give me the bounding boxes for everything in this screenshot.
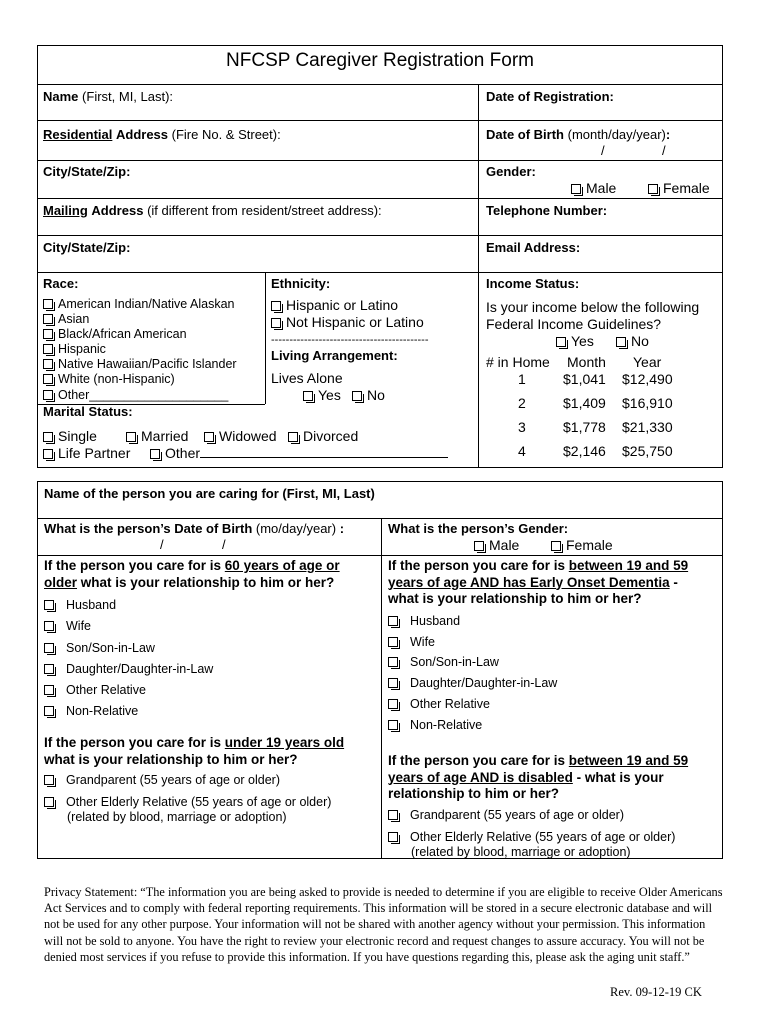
relationship-option[interactable]: Other Elderly Relative (55 years of age or older) <box>388 829 675 845</box>
race-option[interactable]: Native Hawaiian/Pacific Islander <box>43 357 237 372</box>
living-arrangement-label: Living Arrangement: <box>271 348 398 363</box>
question-disabled: If the person you care for is between 19 and 59 years of age AND is disabled - what is your relationship to him or her? <box>388 753 689 801</box>
marital-option[interactable]: Widowed <box>204 428 277 444</box>
gender-male-option[interactable] <box>571 180 616 196</box>
relationship-option[interactable]: Son/Son-in-Law <box>388 652 557 673</box>
recipient-dob-label: What is the person’s Date of Birth <box>44 521 253 536</box>
ethnicity-option[interactable]: Not Hispanic or Latino <box>271 314 424 330</box>
income-cell: 1 <box>518 371 526 387</box>
relationship-options <box>44 595 213 723</box>
dob-colon: : <box>665 127 671 142</box>
dob-label: Date of Birth <box>486 127 564 142</box>
relationship-option[interactable]: Grandparent (55 years of age or older) <box>388 807 624 823</box>
mailing-hint: (if different from resident/street address): <box>147 203 382 218</box>
relationship-option[interactable]: Daughter/Daughter-in-Law <box>44 659 213 680</box>
caring-name-field[interactable]: Name of the person you are caring for (First, MI, Last) <box>44 486 375 501</box>
race-label: Race: <box>43 276 79 291</box>
marital-option[interactable]: Single <box>43 428 97 444</box>
marital-option[interactable]: Life Partner <box>43 445 130 461</box>
checkbox-icon <box>44 775 54 785</box>
name-label: Name <box>43 89 79 104</box>
relationship-option[interactable]: Non-Relative <box>44 701 213 722</box>
income-cell: $25,750 <box>622 443 673 459</box>
marital-option[interactable]: Married <box>126 428 188 444</box>
revision-note: Rev. 09-12-19 CK <box>610 985 702 999</box>
ethnicity-label: Ethnicity: <box>271 276 331 291</box>
income-cell: $16,910 <box>622 395 673 411</box>
female-label: Female <box>663 180 710 196</box>
race-option[interactable]: Black/African American <box>43 327 237 342</box>
checkbox-icon <box>44 664 54 674</box>
income-cell: $1,778 <box>563 419 606 435</box>
divider <box>37 120 723 121</box>
relationship-option[interactable]: Son/Son-in-Law <box>44 638 213 659</box>
income-cell: 3 <box>518 419 526 435</box>
race-option[interactable]: Hispanic <box>43 342 237 357</box>
checkbox-icon <box>571 184 581 194</box>
divider <box>265 272 266 404</box>
city-state-zip-field-2[interactable]: City/State/Zip: <box>43 240 131 255</box>
ethnicity-divider: ------------------------------------------- <box>271 334 429 346</box>
checkbox-icon <box>388 657 398 667</box>
marital-option[interactable]: Other <box>150 445 448 461</box>
checkbox-icon <box>150 449 160 459</box>
checkbox-icon <box>43 390 53 400</box>
income-col-header: Year <box>633 354 662 370</box>
recipient-dob-hint: (mo/day/year) <box>255 521 337 536</box>
dob-hint: (month/day/year) <box>567 127 666 142</box>
question-under-19: If the person you care for is under 19 years old what is your relationship to him or her? <box>44 735 345 767</box>
income-status-label: Income Status: <box>486 276 580 291</box>
lives-alone-no[interactable]: No <box>352 387 385 403</box>
gender-label: Gender: <box>486 164 536 179</box>
income-col-header: # in Home <box>486 354 550 370</box>
dob-slash: / <box>160 537 164 552</box>
ethnicity-option[interactable]: Hispanic or Latino <box>271 297 398 313</box>
divider <box>37 555 723 556</box>
checkbox-icon <box>616 337 626 347</box>
name-hint: (First, MI, Last): <box>82 89 174 104</box>
email-field[interactable]: Email Address: <box>486 240 581 255</box>
mailing-label: Mailing <box>43 203 88 218</box>
question-60-older: If the person you care for is 60 years of age or older what is your relationship to him or her? <box>44 558 340 590</box>
date-of-registration-field[interactable]: Date of Registration: <box>486 89 614 104</box>
question-dementia: If the person you care for is between 19 and 59 years of age AND has Early Onset Dementia - what is your relationship to him or her? <box>388 558 689 606</box>
relationship-option[interactable]: Other Elderly Relative (55 years of age or older) <box>44 794 331 810</box>
telephone-field[interactable]: Telephone Number: <box>486 203 608 218</box>
checkbox-icon <box>388 678 398 688</box>
lives-alone-label: Lives Alone <box>271 370 343 386</box>
checkbox-icon <box>303 391 313 401</box>
relationship-option[interactable]: Wife <box>44 616 213 637</box>
checkbox-icon <box>648 184 658 194</box>
divider <box>37 518 723 519</box>
race-options <box>43 297 237 403</box>
checkbox-icon <box>44 797 54 807</box>
privacy-statement: Privacy Statement: “The information you are being asked to provide is needed to determine if you are eligible to receive Older Americans Act Services and to comply with federal reporting requirements. This information will be stored in a secure electronic database and will not be used for any other purpose. Your information will not be shared with another agency without your permission. This information will not be sold to anyone. You have the right to review your electronic record and request changes to assure accuracy. You will not be denied most services if you refuse to provide this information. If you have questions regarding this, please ask the aging unit staff.” <box>44 885 723 964</box>
divider <box>37 235 723 236</box>
checkbox-icon <box>44 685 54 695</box>
income-cell: $21,330 <box>622 419 673 435</box>
checkbox-icon <box>388 810 398 820</box>
divider <box>37 198 723 199</box>
checkbox-icon <box>204 432 214 442</box>
divider <box>37 160 723 161</box>
relationship-option[interactable]: Grandparent (55 years of age or older) <box>44 772 280 788</box>
recipient-gender-label: What is the person’s Gender: <box>388 521 569 536</box>
divider <box>37 272 723 273</box>
checkbox-icon <box>126 432 136 442</box>
dob-slash: / <box>222 537 226 552</box>
recipient-dob-field[interactable] <box>44 521 344 537</box>
checkbox-icon <box>43 299 53 309</box>
checkbox-icon <box>556 337 566 347</box>
income-cell: $2,146 <box>563 443 606 459</box>
residential-address-field[interactable] <box>43 127 281 143</box>
city-state-zip-field[interactable]: City/State/Zip: <box>43 164 131 179</box>
income-cell: 2 <box>518 395 526 411</box>
divider <box>478 84 479 468</box>
checkbox-icon <box>288 432 298 442</box>
race-option[interactable]: Other____________________ <box>43 388 237 403</box>
checkbox-icon <box>43 314 53 324</box>
checkbox-icon <box>474 541 484 551</box>
checkbox-icon <box>271 301 281 311</box>
income-cell: 4 <box>518 443 526 459</box>
form-title: NFCSP Caregiver Registration Form <box>226 50 534 71</box>
relationship-option[interactable]: Daughter/Daughter-in-Law <box>388 673 557 694</box>
relationship-option[interactable]: Non-Relative <box>388 715 557 736</box>
checkbox-icon <box>44 621 54 631</box>
checkbox-icon <box>271 318 281 328</box>
checkbox-icon <box>43 432 53 442</box>
checkbox-icon <box>43 329 53 339</box>
date-of-birth-field[interactable] <box>486 127 670 143</box>
race-option[interactable]: Asian <box>43 312 237 327</box>
dob-slash: / <box>662 143 666 158</box>
checkbox-icon <box>388 720 398 730</box>
address-label: Address <box>115 127 169 142</box>
income-col-header: Month <box>567 354 606 370</box>
relationship-option[interactable]: Other Relative <box>44 680 213 701</box>
checkbox-icon <box>388 616 398 626</box>
race-option[interactable]: American Indian/Native Alaskan <box>43 297 237 312</box>
address-label: Address <box>91 203 144 218</box>
relationship-options <box>388 611 557 735</box>
race-option[interactable]: White (non-Hispanic) <box>43 372 237 387</box>
marital-option[interactable]: Divorced <box>288 428 358 444</box>
relationship-option[interactable]: Husband <box>388 611 557 632</box>
checkbox-icon <box>43 374 53 384</box>
recipient-gender-male[interactable]: Male <box>474 537 519 553</box>
income-cell: $1,041 <box>563 371 606 387</box>
relationship-note: (related by blood, marriage or adoption) <box>67 810 287 824</box>
checkbox-icon <box>551 541 561 551</box>
relationship-option[interactable]: Husband <box>44 595 213 616</box>
checkbox-icon <box>43 344 53 354</box>
income-cell: $1,409 <box>563 395 606 411</box>
relationship-option[interactable]: Other Relative <box>388 694 557 715</box>
checkbox-icon <box>43 359 53 369</box>
checkbox-icon <box>388 699 398 709</box>
male-label: Male <box>586 180 617 196</box>
income-question: Is your income below the following <box>486 299 700 315</box>
income-cell: $12,490 <box>622 371 673 387</box>
divider <box>37 84 723 85</box>
marital-status-label: Marital Status: <box>43 404 133 419</box>
checkbox-icon <box>43 449 53 459</box>
checkbox-icon <box>44 600 54 610</box>
name-field[interactable] <box>43 89 173 105</box>
checkbox-icon <box>44 643 54 653</box>
income-no[interactable]: No <box>616 333 649 349</box>
relationship-note: (related by blood, marriage or adoption) <box>411 845 631 859</box>
other-blank[interactable] <box>200 457 448 458</box>
residential-label: Residential <box>43 127 113 142</box>
dob-slash: / <box>601 143 605 158</box>
income-question: Federal Income Guidelines? <box>486 316 662 332</box>
income-yes[interactable]: Yes <box>556 333 594 349</box>
lives-alone-yes[interactable]: Yes <box>303 387 341 403</box>
dob-colon: : <box>339 521 345 536</box>
checkbox-icon <box>352 391 362 401</box>
recipient-gender-female[interactable]: Female <box>551 537 613 553</box>
mailing-address-field[interactable] <box>43 203 382 219</box>
checkbox-icon <box>388 832 398 842</box>
residential-hint: (Fire No. & Street): <box>171 127 281 142</box>
gender-female-option[interactable] <box>648 180 710 196</box>
checkbox-icon <box>44 706 54 716</box>
relationship-option[interactable]: Wife <box>388 632 557 653</box>
checkbox-icon <box>388 637 398 647</box>
divider <box>381 518 382 859</box>
